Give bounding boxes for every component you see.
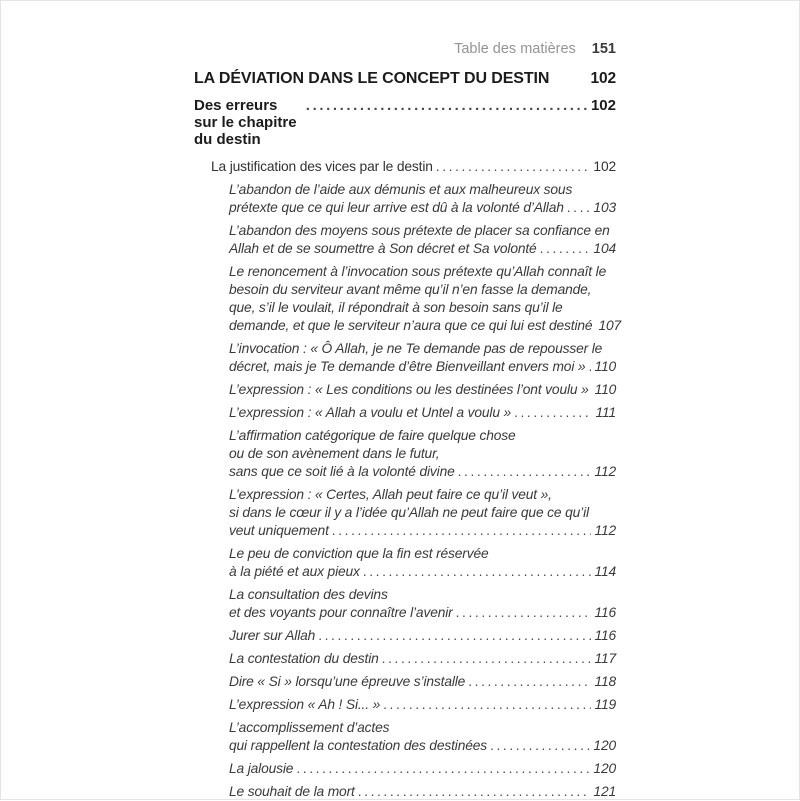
chapter-heading xyxy=(194,70,616,88)
entry-page-number: 112 xyxy=(594,464,616,479)
toc-entry-text: L’expression « Ah ! Si... » xyxy=(229,697,381,712)
toc-entry-last-line xyxy=(229,737,616,755)
entry-page-number: 104 xyxy=(593,241,616,256)
toc-entry-line: besoin du serviteur avant même qu’il n’en fasse la demande, xyxy=(229,282,592,297)
toc-entry-text: veut uniquement xyxy=(229,523,329,538)
toc-entry-text: prétexte que ce qui leur arrive est dû à la volonté d’Allah xyxy=(229,200,564,215)
toc-entry xyxy=(229,381,616,399)
toc-entry xyxy=(229,586,616,622)
toc-entry-last-line xyxy=(229,783,616,801)
toc-entry-last-line xyxy=(229,404,616,422)
toc-entry-last-line xyxy=(211,158,616,176)
toc-entry xyxy=(229,760,616,778)
dot-leader xyxy=(358,783,591,801)
toc-entry-line: si dans le cœur il y a l’idée qu’Allah ne peut faire que ce qu’il xyxy=(229,505,589,520)
toc-entry-text: L’expression : « Les conditions ou les destinées l’ont voulu » xyxy=(229,382,589,397)
toc-entry-line: L’expression : « Certes, Allah peut faire ce qu’il veut », xyxy=(229,487,552,502)
dot-leader xyxy=(332,522,592,540)
toc-entry-line: Le renoncement à l’invocation sous prétexte qu’Allah connaît le xyxy=(229,264,607,279)
entry-page-number: 118 xyxy=(594,674,616,689)
entry-page-number: 110 xyxy=(594,382,617,397)
entry-page-number: 112 xyxy=(594,523,616,538)
toc-entry xyxy=(229,783,616,801)
toc-entry-last-line xyxy=(229,696,616,714)
entry-page-number: 111 xyxy=(595,405,616,420)
section-heading xyxy=(194,97,616,148)
toc-entry xyxy=(229,719,616,755)
chapter-page-number: 102 xyxy=(590,70,616,87)
dot-leader xyxy=(540,240,591,258)
toc-entry-line: L’abandon de l’aide aux démunis et aux malheureux sous xyxy=(229,182,573,197)
toc-entry-text: décret, mais je Te demande d’être Bienveillant envers moi » xyxy=(229,359,586,374)
toc-entry-text: La justification des vices par le destin xyxy=(211,159,433,174)
toc-entry-text: à la piété et aux pieux xyxy=(229,564,360,579)
chapter-title: LA DÉVIATION DANS LE CONCEPT DU DESTIN xyxy=(194,70,550,87)
entry-page-number: 114 xyxy=(594,564,616,579)
dot-leader xyxy=(306,97,588,114)
toc-entry-text: Jurer sur Allah xyxy=(229,628,316,643)
dot-leader xyxy=(296,760,590,778)
toc-entry-last-line xyxy=(229,240,616,258)
toc-entry xyxy=(211,158,616,176)
entry-page-number: 103 xyxy=(593,200,616,215)
toc-entry-last-line xyxy=(229,650,616,668)
toc-entry-text: demande, et que le serviteur n’aura que ce qui lui est destiné xyxy=(229,318,593,333)
toc-entry-last-line xyxy=(229,522,616,540)
toc-entry-last-line xyxy=(229,673,616,691)
toc-entry-line: Le peu de conviction que la fin est réservée xyxy=(229,546,489,561)
toc-entry-line: La consultation des devins xyxy=(229,587,388,602)
section-page-number: 102 xyxy=(590,97,616,114)
toc-entry-line: L’affirmation catégorique de faire quelque chose xyxy=(229,428,516,443)
toc-entry-line: L’abandon des moyens sous prétexte de placer sa confiance en xyxy=(229,223,610,238)
toc-entry-last-line xyxy=(229,317,622,335)
dot-leader xyxy=(436,158,591,176)
toc-entry-last-line xyxy=(229,563,616,581)
toc-entry-text: Le souhait de la mort xyxy=(229,784,355,799)
entry-page-number: 119 xyxy=(594,697,616,712)
toc-entry-last-line xyxy=(229,381,616,399)
dot-leader xyxy=(363,563,592,581)
toc-entry xyxy=(229,545,616,581)
toc-entry xyxy=(229,404,616,422)
dot-leader xyxy=(567,199,591,217)
entry-page-number: 110 xyxy=(594,359,616,374)
dot-leader xyxy=(588,358,591,376)
toc-entry-text: qui rappellent la contestation des destinées xyxy=(229,738,488,753)
section-title: Des erreurs sur le chapitre du destin xyxy=(194,97,297,148)
entry-page-number: 116 xyxy=(594,628,616,643)
dot-leader xyxy=(456,604,592,622)
dot-leader xyxy=(382,650,592,668)
toc-entry-text: La contestation du destin xyxy=(229,651,379,666)
toc-entry xyxy=(229,263,622,335)
dot-leader xyxy=(318,627,591,645)
dot-leader xyxy=(468,673,591,691)
toc-entry-last-line xyxy=(229,760,616,778)
toc-entry xyxy=(229,486,616,540)
toc-entry-last-line xyxy=(229,604,616,622)
toc-entries xyxy=(194,158,622,801)
toc-entry-text: sans que ce soit lié à la volonté divine xyxy=(229,464,455,479)
entry-page-number: 116 xyxy=(594,605,616,620)
toc-entry-text: et des voyants pour connaître l’avenir xyxy=(229,605,453,620)
entry-page-number: 120 xyxy=(593,761,616,776)
toc-entry xyxy=(229,627,616,645)
toc-entry-line: ou de son avènement dans le futur, xyxy=(229,446,440,461)
toc-entry-last-line xyxy=(229,463,616,481)
entry-page-number: 121 xyxy=(593,784,616,799)
toc-entry xyxy=(229,650,616,668)
toc-entry xyxy=(229,673,616,691)
dot-leader xyxy=(458,463,592,481)
toc-entry xyxy=(229,222,616,258)
entry-page-number: 102 xyxy=(593,159,616,174)
toc-entry xyxy=(229,696,616,714)
dot-leader xyxy=(514,404,592,422)
entry-page-number: 107 xyxy=(598,318,622,333)
toc-entry-last-line xyxy=(229,199,616,217)
toc-entry xyxy=(229,181,616,217)
toc-entry-last-line xyxy=(229,627,616,645)
toc-entry-line: L’invocation : « Ô Allah, je ne Te demande pas de repousser le xyxy=(229,341,603,356)
toc-entry xyxy=(229,340,616,376)
toc-entry-text: La jalousie xyxy=(229,761,294,776)
toc-entry-text: Dire « Si » lorsqu’une épreuve s’installe xyxy=(229,674,466,689)
toc-entry-line: que, s’il le voulait, il répondrait à son besoin sans qu’il le xyxy=(229,300,563,315)
toc-entry-text: L’expression : « Allah a voulu et Untel a voulu » xyxy=(229,405,512,420)
entry-page-number: 117 xyxy=(594,651,616,666)
toc-entry-last-line xyxy=(229,358,616,376)
entry-page-number: 120 xyxy=(593,738,616,753)
running-header xyxy=(194,41,616,57)
dot-leader xyxy=(490,737,590,755)
dot-leader xyxy=(383,696,591,714)
running-header-page-number: 151 xyxy=(591,41,616,57)
toc-entry-text: Allah et de se soumettre à Son décret et Sa volonté xyxy=(229,241,537,256)
toc-entry-line: L’accomplissement d’actes xyxy=(229,720,390,735)
running-header-title: Table des matières xyxy=(454,41,576,57)
toc-entry xyxy=(229,427,616,481)
